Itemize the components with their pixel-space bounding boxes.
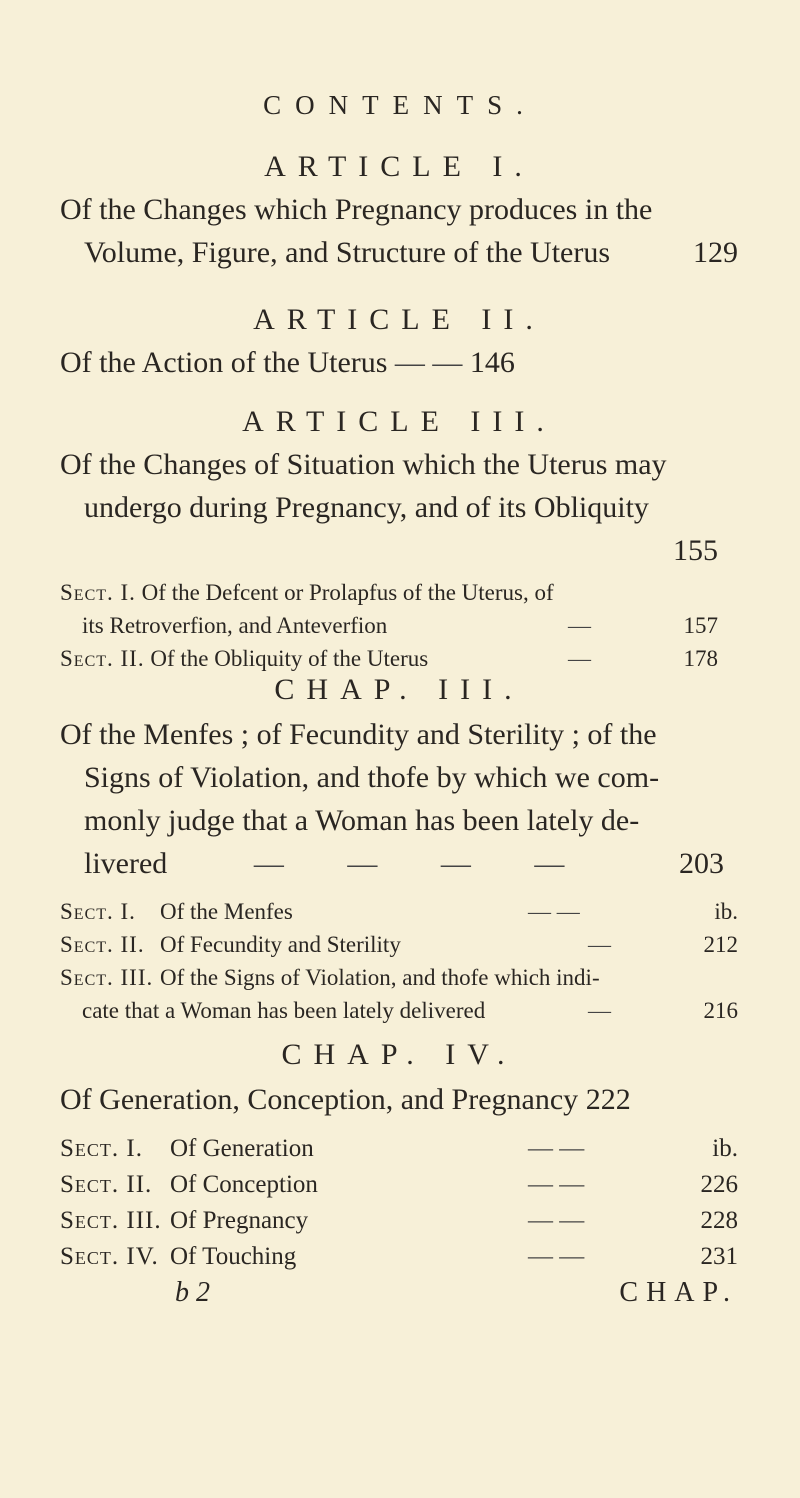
chap-3-title: [60, 713, 738, 885]
page-footer: [60, 1277, 738, 1309]
article-2-text: Of the Action of the Uterus: [60, 346, 388, 379]
article-3-line-2: undergo during Pregnancy, and of its Obliquity: [84, 491, 649, 524]
sect-page: 216: [703, 998, 738, 1023]
chap-4-sect-2: [60, 1167, 738, 1203]
chap-3-sect-1: [60, 895, 738, 928]
sect-label: Sect. II.: [60, 1171, 153, 1198]
sect-page: 212: [703, 932, 738, 957]
sect-label: Sect. III.: [60, 1207, 162, 1234]
chap-3-sect-3: [60, 961, 738, 1027]
chap-3-page: 203: [678, 847, 724, 880]
sect-text: Of the Defcent or Prolapfus of the Uterus, of: [141, 580, 554, 605]
article-1-line-1: Of the Changes which Pregnancy produces in the: [60, 193, 653, 226]
article-3-page: 155: [673, 534, 718, 567]
sect-page: ib.: [712, 1135, 738, 1162]
signature-mark: b 2: [175, 1277, 210, 1308]
chap-3-heading: CHAP. III.: [274, 673, 524, 706]
chap-4-sections: [60, 1131, 738, 1275]
chap-3-dash: — — — —: [253, 847, 593, 880]
article-3-title: [60, 443, 738, 572]
sect-text: Of Pregnancy: [170, 1207, 309, 1234]
sect-text: Of Generation: [170, 1135, 314, 1162]
sect-text: Of the Obliquity of the Uterus: [150, 646, 429, 671]
article-3-sections: [60, 576, 738, 675]
chap-3-sections: [60, 895, 738, 1027]
sect-label: Sect. II.: [60, 932, 145, 957]
article-1: [60, 150, 738, 274]
sect-text: Of the Signs of Violation, and thofe which indi-: [160, 965, 600, 990]
chap-4-heading: CHAP. IV.: [281, 1038, 517, 1071]
sect-dash: —: [568, 613, 591, 638]
article-1-page: 129: [693, 236, 738, 269]
sect-text: Of the Menfes: [160, 899, 293, 924]
sect-dash: —: [588, 932, 611, 957]
article-2-page: 146: [469, 346, 515, 379]
contents-header: CONTENTS.: [263, 90, 537, 120]
sect-dash: —: [568, 646, 591, 671]
chap-3: [60, 673, 738, 1027]
sect-text: Of Touching: [170, 1243, 297, 1270]
sect-dash: — —: [528, 1135, 585, 1162]
sect-text-cont: its Retroverfion, and Anteverfion: [82, 613, 388, 638]
sect-dash: — —: [528, 1243, 585, 1270]
chap-3-line-4: livered: [84, 847, 168, 880]
sect-page: 228: [700, 1207, 738, 1234]
sect-label: Sect. I.: [60, 899, 136, 924]
sect-page: 157: [683, 613, 718, 638]
article-3-sect-1: [60, 576, 738, 642]
article-3-line-1: Of the Changes of Situation which the Uterus may: [60, 448, 667, 481]
catchword: CHAP.: [619, 1277, 738, 1308]
sect-page: 231: [700, 1243, 738, 1270]
chap-4-title: [60, 1078, 738, 1121]
chap-4: [60, 1038, 738, 1309]
sect-dash: — —: [528, 1171, 585, 1198]
article-1-title: [60, 188, 738, 274]
sect-label: Sect. IV.: [60, 1243, 159, 1270]
article-3-sect-2: [60, 642, 738, 675]
sect-label: Sect. I.: [60, 580, 136, 605]
sect-page: 178: [683, 646, 718, 671]
sect-label: Sect. I.: [60, 1135, 143, 1162]
chap-3-sect-2: [60, 928, 738, 961]
article-3-heading: ARTICLE III.: [242, 405, 556, 438]
article-2-dash: — —: [394, 346, 463, 379]
chap-3-line-1: Of the Menfes ; of Fecundity and Sterility ; of the: [60, 718, 657, 751]
article-1-line-2: Volume, Figure, and Structure of the Uterus: [84, 236, 611, 269]
article-2-heading: ARTICLE II.: [253, 303, 545, 336]
sect-text: Of Fecundity and Sterility: [160, 932, 401, 957]
article-2-title: [60, 341, 738, 384]
sect-label: Sect. II.: [60, 646, 145, 671]
sect-label: Sect. III.: [60, 965, 154, 990]
chap-3-line-3: monly judge that a Woman has been lately de-: [84, 804, 640, 837]
chap-4-text: Of Generation, Conception, and Pregnancy: [60, 1083, 579, 1116]
sect-dash: — —: [528, 1207, 585, 1234]
sect-text: Of Conception: [170, 1171, 318, 1198]
sect-dash: — —: [528, 899, 580, 924]
chap-4-sect-3: [60, 1203, 738, 1239]
article-2: [60, 303, 738, 384]
article-1-heading: ARTICLE I.: [264, 150, 534, 183]
sect-dash: —: [588, 998, 611, 1023]
chap-4-sect-4: [60, 1239, 738, 1275]
article-3: [60, 405, 738, 675]
sect-page: ib.: [714, 899, 738, 924]
sect-page: 226: [700, 1171, 738, 1198]
chap-4-page: 222: [585, 1083, 631, 1116]
sect-text-cont: cate that a Woman has been lately delivered: [82, 998, 486, 1023]
chap-3-line-2: Signs of Violation, and thofe by which we com-: [84, 761, 660, 794]
chap-4-sect-1: [60, 1131, 738, 1167]
